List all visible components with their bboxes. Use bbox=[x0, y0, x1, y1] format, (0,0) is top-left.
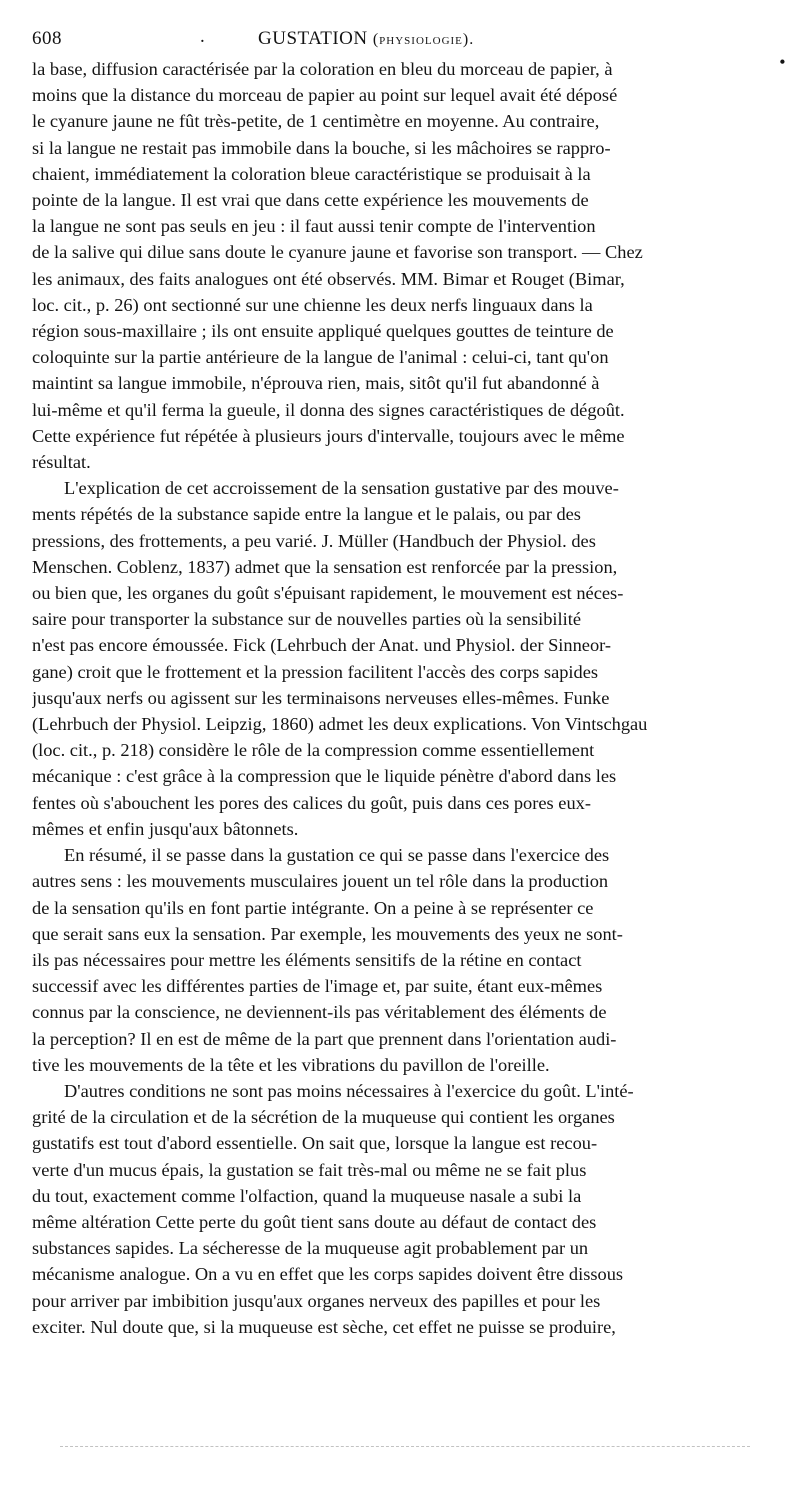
text-line: loc. cit., p. 26) ont sectionné sur une chienne les deux nerfs linguaux dans la bbox=[32, 294, 593, 315]
text-line: Menschen. Coblenz, 1837) admet que la sensation est renforcée par la pression, bbox=[32, 556, 618, 577]
text-line: ils pas nécessaires pour mettre les éléments sensitifs de la rétine en contact bbox=[32, 949, 582, 970]
text-line: mêmes et enfin jusqu'aux bâtonnets. bbox=[32, 818, 299, 839]
text-line: mécanisme analogue. On a vu en effet que les corps sapides doivent être dissous bbox=[32, 1264, 624, 1285]
title-main: GUSTATION bbox=[258, 28, 368, 49]
text-line: mécanique : c'est grâce à la compression que le liquide pénètre d'abord dans les bbox=[32, 766, 617, 787]
text-line: le cyanure jaune ne fût très-petite, de 1 centimètre en moyenne. Au contraire, bbox=[32, 111, 600, 132]
body-text bbox=[32, 56, 770, 1340]
text-line: maintint sa langue immobile, n'éprouva rien, mais, sitôt qu'il fut abandonné à bbox=[32, 373, 600, 394]
text-line: ou bien que, les organes du goût s'épuisant rapidement, le mouvement est néces- bbox=[32, 583, 624, 604]
text-line: coloquinte sur la partie antérieure de la langue de l'animal : celui-ci, tant qu'on bbox=[32, 347, 609, 368]
text-line: fentes où s'abouchent les pores des calices du goût, puis dans ces pores eux- bbox=[32, 792, 591, 813]
text-line: région sous-maxillaire ; ils ont ensuite appliqué quelques gouttes de teinture de bbox=[32, 321, 614, 342]
text-line: En résumé, il se passe dans la gustation ce qui se passe dans l'exercice des bbox=[64, 845, 610, 866]
text-line: successif avec les différentes parties de l'image et, par suite, étant eux-mêmes bbox=[32, 976, 603, 997]
text-line: du tout, exactement comme l'olfaction, quand la muqueuse nasale a subi la bbox=[32, 1185, 582, 1206]
text-line: n'est pas encore émoussée. Fick (Lehrbuch der Anat. und Physiol. der Sinneor- bbox=[32, 635, 612, 656]
text-line: Cette expérience fut répétée à plusieurs jours d'intervalle, toujours avec le même bbox=[32, 425, 625, 446]
text-line: (loc. cit., p. 218) considère le rôle de la compression comme essentiellement bbox=[32, 740, 595, 761]
text-line: la langue ne sont pas seuls en jeu : il faut aussi tenir compte de l'intervention bbox=[32, 216, 596, 237]
text-line: pressions, des frottements, a peu varié. J. Müller (Handbuch der Physiol. des bbox=[32, 530, 596, 551]
text-line: que serait sans eux la sensation. Par exemple, les mouvements des yeux ne sont- bbox=[32, 923, 623, 944]
text-line: gane) croit que le frottement et la pression facilitent l'accès des corps sapides bbox=[32, 661, 599, 682]
book-page bbox=[32, 26, 786, 1340]
text-line: gustatifs est tout d'abord essentielle. On sait que, lorsque la langue est recou- bbox=[32, 1133, 598, 1154]
text-line: les animaux, des faits analogues ont été observés. MM. Bimar et Rouget (Bimar, bbox=[32, 268, 625, 289]
text-line: pour arriver par imbibition jusqu'aux organes nerveux des papilles et pour les bbox=[32, 1290, 601, 1311]
text-line: (Lehrbuch der Physiol. Leipzig, 1860) admet les deux explications. Von Vintschgau bbox=[32, 714, 648, 735]
page-number: 608 bbox=[32, 28, 62, 49]
text-line: pointe de la langue. Il est vrai que dans cette expérience les mouvements de bbox=[32, 190, 589, 211]
text-line: jusqu'aux nerfs ou agissent sur les terminaisons nerveuses elles-mêmes. Funke bbox=[32, 687, 610, 708]
text-line: connus par la conscience, ne deviennent-ils pas véritablement des éléments de bbox=[32, 1002, 607, 1023]
text-line: substances sapides. La sécheresse de la muqueuse agit probablement par un bbox=[32, 1238, 589, 1259]
text-line: L'explication de cet accroissement de la sensation gustative par des mouve- bbox=[64, 478, 619, 499]
text-line: de la sensation qu'ils en font partie intégrante. On a peine à se représenter ce bbox=[32, 897, 594, 918]
text-line: exciter. Nul doute que, si la muqueuse est sèche, cet effet ne puisse se produire, bbox=[32, 1316, 616, 1337]
text-line: la perception? Il en est de même de la part que prennent dans l'orientation audi- bbox=[32, 1028, 617, 1049]
running-title bbox=[258, 28, 474, 50]
text-line: moins que la distance du morceau de papier au point sur lequel avait été déposé bbox=[32, 85, 618, 106]
text-line: autres sens : les mouvements musculaires jouent un tel rôle dans la production bbox=[32, 871, 609, 892]
text-line: chaient, immédiatement la coloration bleue caractéristique se produisait à la bbox=[32, 163, 591, 184]
text-line: ments répétés de la substance sapide entre la langue et le palais, ou par des bbox=[32, 504, 581, 525]
text-line: résultat. bbox=[32, 452, 91, 473]
text-line: tive les mouvements de la tête et les vibrations du pavillon de l'oreille. bbox=[32, 1054, 550, 1075]
text-line: lui-même et qu'il ferma la gueule, il donna des signes caractéristiques de dégoût. bbox=[32, 399, 625, 420]
text-line: saire pour transporter la substance sur de nouvelles parties où la sensibilité bbox=[32, 609, 582, 630]
title-subtitle: (physiologie). bbox=[372, 31, 475, 48]
text-line: verte d'un mucus épais, la gustation se fait très-mal ou même ne se fait plus bbox=[32, 1159, 587, 1180]
text-line: la base, diffusion caractérisée par la coloration en bleu du morceau de papier, à bbox=[32, 59, 613, 79]
margin-mark: • bbox=[779, 52, 786, 72]
text-line: si la langue ne restait pas immobile dans la bouche, si les mâchoires se rappro- bbox=[32, 137, 611, 158]
text-line: grité de la circulation et de la sécrétion de la muqueuse qui contient les organes bbox=[32, 1107, 615, 1128]
text-line: même altération Cette perte du goût tient sans doute au défaut de contact des bbox=[32, 1211, 597, 1232]
text-line: D'autres conditions ne sont pas moins nécessaires à l'exercice du goût. L'inté- bbox=[64, 1080, 634, 1101]
text-line: de la salive qui dilue sans doute le cyanure jaune et favorise son transport. — Chez bbox=[32, 242, 643, 263]
bottom-print-mark bbox=[60, 1446, 750, 1448]
header-dot: . bbox=[200, 26, 206, 47]
